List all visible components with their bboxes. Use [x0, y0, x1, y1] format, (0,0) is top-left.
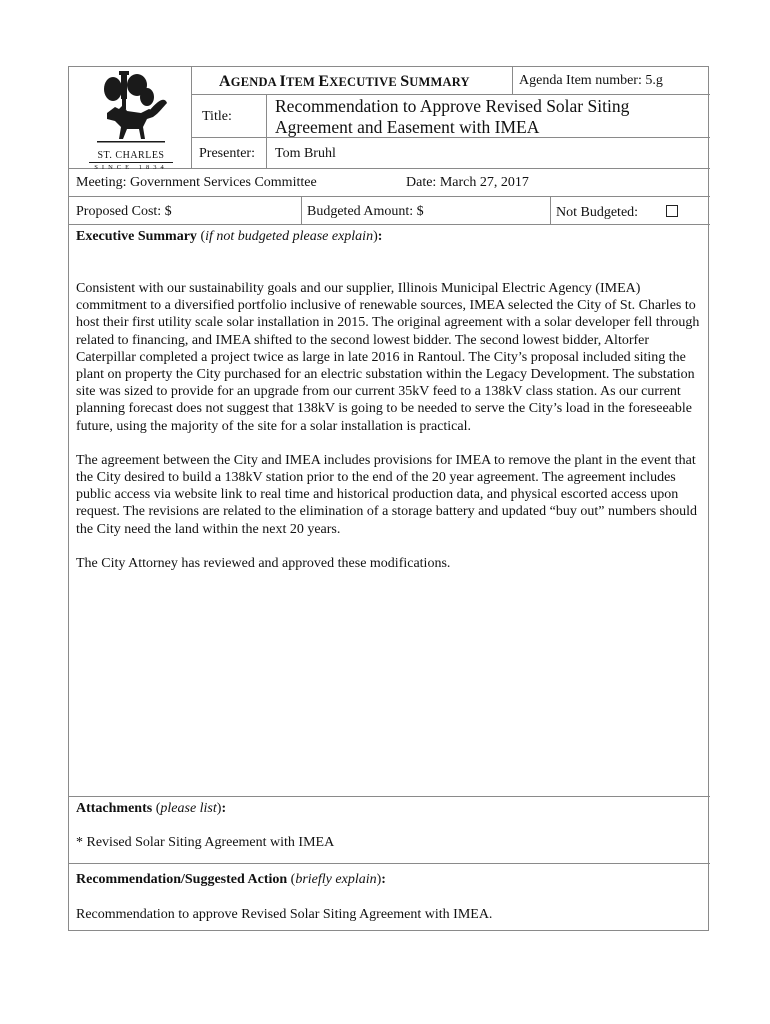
agenda-item-number: Agenda Item number: 5.g	[519, 73, 663, 88]
meeting-name: Meeting: Government Services Committee	[76, 175, 317, 190]
executive-summary-heading: Executive Summary (if not budgeted please explain):	[76, 229, 383, 244]
form-heading: AGENDA ITEM EXECUTIVE SUMMARY	[219, 73, 470, 90]
recommendation-heading: Recommendation/Suggested Action (briefly explain):	[76, 872, 386, 887]
agenda-number-divider	[512, 67, 513, 94]
executive-summary-body	[76, 280, 706, 572]
cost-divider-1	[301, 196, 302, 224]
meeting-date: Date: March 27, 2017	[406, 175, 529, 190]
st-charles-logo	[89, 69, 173, 171]
not-budgeted-label: Not Budgeted:	[556, 205, 639, 220]
budgeted-amount: Budgeted Amount: $	[307, 204, 424, 219]
header-rule-1	[191, 94, 710, 95]
cost-divider-2	[550, 196, 551, 224]
attachments-heading: Attachments (please list):	[76, 801, 227, 816]
title-line-1: Recommendation to Approve Revised Solar Siting	[275, 96, 630, 116]
cost-rule	[69, 224, 710, 225]
summary-paragraph-3: The City Attorney has reviewed and approved these modifications.	[76, 555, 451, 571]
recommendation-text: Recommendation to approve Revised Solar Siting Agreement with IMEA.	[76, 907, 493, 922]
attachment-item: * Revised Solar Siting Agreement with IMEA	[76, 835, 335, 850]
proposed-cost: Proposed Cost: $	[76, 204, 172, 219]
fox-seal-icon	[89, 69, 173, 145]
executive-summary-form	[68, 66, 709, 931]
presenter-value: Tom Bruhl	[275, 146, 336, 161]
meeting-rule	[69, 196, 710, 197]
summary-paragraph-2: The agreement between the City and IMEA includes provisions for IMEA to remove the plant in the event that the City desired to build a 138kV station prior to the end of the 20 year agreement. The agreement includes public access via website link to real time and historical production data, and physical escorted access upon request. The revisions are related to the elimination of a storage battery and updated “buy out” numbers should the City need the land within the next 20 years.	[76, 452, 697, 537]
presenter-label: Presenter:	[199, 146, 255, 161]
logo-divider	[191, 67, 192, 168]
not-budgeted-checkbox[interactable]	[666, 205, 678, 217]
logo-name: ST. CHARLES	[97, 150, 165, 161]
attachments-rule	[69, 796, 710, 797]
title-line-2: Agreement and Easement with IMEA	[275, 117, 540, 137]
label-divider	[266, 94, 267, 168]
summary-paragraph-1: Consistent with our sustainability goals and our supplier, Illinois Municipal Electric Agency (IMEA) commitment to a diversified portfolio inclusive of renewable sources, IMEA selected the City of St. Charles to host their first utility scale solar installation in 2015. The original agreement with a solar developer fell through related to financing, and IMEA shifted to the second lowest bidder. The second lowest bidder, Altorfer Caterpillar completed a project twice as large in late 2016 in Rantoul. The City’s proposal included siting the plant on property the City purchased for an electric substation within the Legacy Development. The substation site was sized to provide for an upgrade from our current 35kV feed to a 138kV class station. As our current planning forecast does not suggest that 138kV is going to be needed to serve the City’s load in the foreseeable future, using the majority of the site for a solar installation is practical.	[76, 281, 700, 434]
recommendation-rule	[69, 863, 710, 864]
logo-since: SINCE 1834	[94, 164, 168, 171]
title-label: Title:	[202, 109, 232, 124]
